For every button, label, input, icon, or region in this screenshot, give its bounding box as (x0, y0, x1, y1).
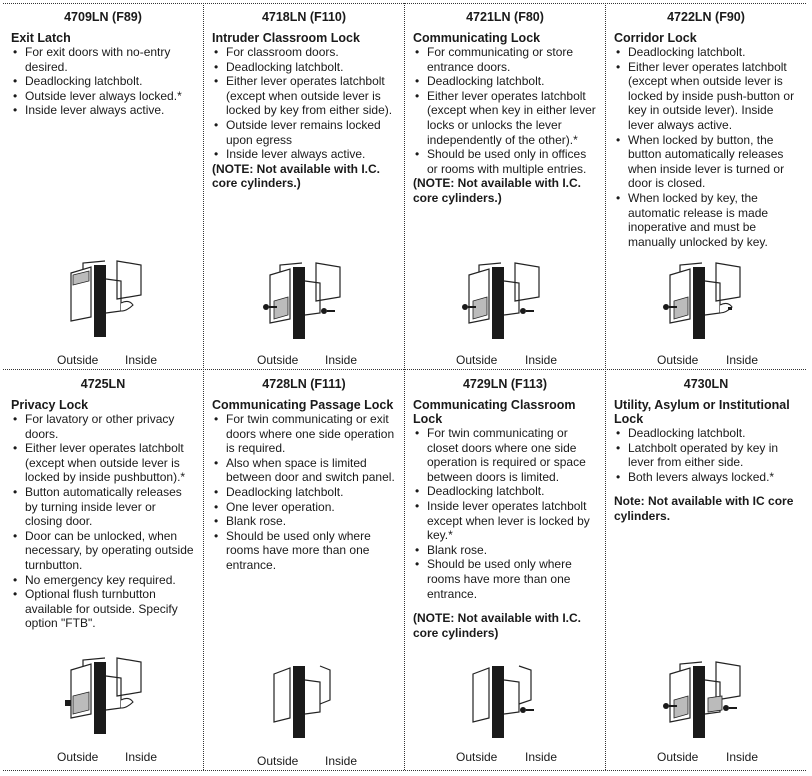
feature-item: • Blank rose. (413, 543, 597, 558)
feature-item: • Inside lever operates latchbolt except when lever is locked by key.* (413, 499, 597, 543)
cell-4730ln (606, 370, 806, 770)
inside-label: Inside (726, 353, 759, 367)
feature-item: • No emergency key required. (11, 573, 195, 588)
lock-function-grid (3, 3, 806, 771)
function-code: 4725LN (80, 377, 126, 391)
feature-item: • Outside lever remains locked upon egress (212, 118, 396, 147)
function-code: 4729LN (F113) (462, 377, 548, 391)
function-title: Intruder Classroom Lock (212, 31, 360, 45)
outside-label: Outside (456, 750, 498, 764)
cell-4728ln (204, 370, 404, 770)
feature-list (212, 45, 396, 162)
availability-note: Note: Not available with IC core cylinders. (614, 494, 794, 523)
feature-item: • For lavatory or other privacy doors. (11, 412, 195, 441)
lock-diagram (660, 660, 750, 740)
outside-label: Outside (257, 754, 299, 768)
feature-item: • Latchbolt operated by key in lever from either side. (614, 441, 798, 470)
feature-item: • When locked by button, the button automatically releases when inside lever is turned or door is closed. (614, 133, 798, 191)
availability-note: (NOTE: Not available with I.C. core cylinders) (413, 611, 582, 640)
feature-list (614, 426, 798, 484)
feature-item: • Both levers always locked.* (614, 470, 798, 485)
cell-4709ln (3, 3, 203, 369)
feature-item: • Deadlocking latchbolt. (614, 45, 798, 60)
function-code: 4718LN (F110) (261, 10, 347, 24)
feature-item: • Either lever operates latchbolt (except when key in either lever locks or unlocks the lever independently of the other).* (413, 89, 597, 147)
feature-item: • Optional flush turnbutton available for outside. Specify option "FTB". (11, 587, 195, 631)
feature-item: • Deadlocking latchbolt. (413, 484, 597, 499)
feature-item: • When locked by key, the automatic release is made inoperative and must be manually unlocked by key. (614, 191, 798, 249)
lock-diagram (459, 660, 549, 740)
outside-label: Outside (57, 353, 99, 367)
outside-label: Outside (657, 750, 699, 764)
lock-diagram (61, 656, 151, 736)
function-code: 4728LN (F111) (262, 377, 346, 391)
inside-label: Inside (125, 750, 158, 764)
inside-label: Inside (726, 750, 759, 764)
feature-item: • Inside lever always active. (11, 103, 195, 118)
cell-4725ln (3, 370, 203, 770)
feature-list (11, 412, 195, 631)
lock-diagram (459, 261, 549, 341)
function-code: 4709LN (F89) (64, 10, 142, 24)
feature-item: • One lever operation. (212, 500, 396, 515)
feature-item: • Door can be unlocked, when necessary, by operating outside turnbutton. (11, 529, 195, 573)
inside-label: Inside (525, 353, 558, 367)
function-title: Privacy Lock (11, 398, 89, 412)
function-title: Corridor Lock (614, 31, 697, 45)
function-title: Communicating Passage Lock (212, 398, 394, 412)
feature-item: • Deadlocking latchbolt. (614, 426, 798, 441)
feature-list (413, 426, 597, 601)
function-title: Communicating Lock (413, 31, 541, 45)
grid-line-bottom (3, 770, 806, 771)
function-code: 4721LN (F80) (466, 10, 544, 24)
feature-item: • Should be used only in offices or rooms with multiple entries. (413, 147, 597, 176)
cell-4721ln (405, 3, 605, 369)
feature-list (413, 45, 597, 176)
availability-note: (NOTE: Not available with I.C. core cylinders.) (413, 176, 582, 205)
feature-item: • Should be used only where rooms have more than one entrance. (212, 529, 396, 573)
function-code: 4722LN (F90) (667, 10, 745, 24)
feature-item: • For twin communicating or closet doors where one side operation is required or space between doors is limited. (413, 426, 597, 484)
feature-item: • Deadlocking latchbolt. (212, 485, 396, 500)
function-code: 4730LN (683, 377, 729, 391)
outside-label: Outside (57, 750, 99, 764)
inside-label: Inside (125, 353, 158, 367)
feature-list (11, 45, 195, 118)
inside-label: Inside (325, 754, 358, 768)
feature-list (614, 45, 798, 249)
outside-label: Outside (657, 353, 699, 367)
outside-label: Outside (257, 353, 299, 367)
feature-item: • For classroom doors. (212, 45, 396, 60)
feature-item: • Either lever operates latchbolt (except when outside lever is locked by key from either side). (212, 74, 396, 118)
cell-4729ln (405, 370, 605, 770)
function-title: Communicating Classroom Lock (413, 398, 576, 426)
feature-item: • For communicating or store entrance doors. (413, 45, 597, 74)
feature-list (212, 412, 396, 573)
feature-item: • Outside lever always locked.* (11, 89, 195, 104)
feature-item: • Blank rose. (212, 514, 396, 529)
cell-4718ln (204, 3, 404, 369)
lock-diagram (61, 259, 151, 339)
inside-label: Inside (525, 750, 558, 764)
lock-diagram (260, 261, 350, 341)
lock-diagram (660, 261, 750, 341)
availability-note: (NOTE: Not available with I.C. core cylinders.) (212, 161, 381, 191)
lock-diagram (260, 660, 350, 740)
feature-item: • Deadlocking latchbolt. (11, 74, 195, 89)
inside-label: Inside (325, 353, 358, 367)
feature-item: • Inside lever always active. (212, 147, 396, 162)
feature-item: • For exit doors with no-entry desired. (11, 45, 195, 74)
function-title: Exit Latch (11, 31, 71, 45)
feature-item: • For twin communicating or exit doors where one side operation is required. (212, 412, 396, 456)
feature-item: • Either lever operates latchbolt (except when outside lever is locked by inside pushbutton).* (11, 441, 195, 485)
function-title: Utility, Asylum or Institutional Lock (614, 398, 790, 426)
feature-item: • Either lever operates latchbolt (except when outside lever is locked by inside push-button or key in outside lever). Inside lever always active. (614, 60, 798, 133)
feature-item: • Also when space is limited between door and switch panel. (212, 456, 396, 485)
feature-item: • Should be used only where rooms have more than one entrance. (413, 557, 597, 601)
feature-item: • Deadlocking latchbolt. (212, 60, 396, 75)
outside-label: Outside (456, 353, 498, 367)
feature-item: • Button automatically releases by turning inside lever or closing door. (11, 485, 195, 529)
feature-item: • Deadlocking latchbolt. (413, 74, 597, 89)
cell-4722ln (606, 3, 806, 369)
